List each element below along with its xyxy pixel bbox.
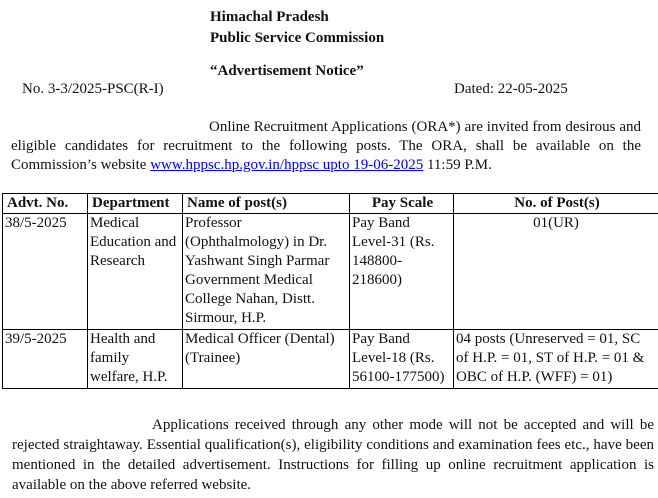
department-cell: Health and family welfare, H.P.	[88, 330, 183, 389]
table-header-row	[3, 194, 658, 214]
closing-paragraph	[12, 415, 654, 495]
header-num-posts: No. of Post(s)	[454, 194, 658, 214]
organization-name-line1: Himachal Pradesh	[210, 9, 329, 25]
date-line: Dated: 22-05-2025	[454, 81, 568, 97]
num-posts-cell: 04 posts (Unreserved = 01, SC of H.P. = 01, ST of H.P. = 01 & OBC of H.P. (WFF) = 01)	[454, 330, 658, 389]
header-advt-no: Advt. No.	[3, 194, 88, 214]
website-link[interactable]: www.hppsc.hp.gov.in/hppsc upto 19-06-2025	[150, 157, 424, 173]
organization-name-line2: Public Service Commission	[210, 30, 385, 46]
post-name-cell: Medical Officer (Dental) (Trainee)	[183, 330, 350, 389]
closing-text: Applications received through any other mode will not be accepted and will be rejected straightaway. Essential qualification(s), eligibility conditions and examination fees etc., have been mentioned in the detailed advertisement. Instructions for filling up online recruitment application is available on the above referred website.	[12, 417, 654, 493]
header-post-name: Name of post(s)	[183, 194, 350, 214]
intro-paragraph	[11, 118, 641, 175]
advt-no-cell: 38/5-2025	[3, 214, 88, 330]
notice-title: “Advertisement Notice”	[210, 63, 364, 79]
reference-number: No. 3-3/2025-PSC(R-I)	[22, 81, 164, 97]
post-name-cell: Professor (Ophthalmology) in Dr. Yashwant Singh Parmar Government Medical College Nahan, Distt. Sirmour, H.P.	[183, 214, 350, 330]
intro-text: Online Recruitment Applications (ORA*) are invited from desirous and eligible candidates for recruitment to the following posts. The ORA, shall be available on the Commission’s website	[11, 119, 641, 173]
department-cell: Medical Education and Research	[88, 214, 183, 330]
advt-no-cell: 39/5-2025	[3, 330, 88, 389]
header-department: Department	[88, 194, 183, 214]
pay-scale-cell: Pay Band Level-31 (Rs. 148800-218600)	[350, 214, 454, 330]
pay-scale-cell: Pay Band Level-18 (Rs. 56100-177500)	[350, 330, 454, 389]
intro-deadline-time: 11:59 P.M.	[423, 157, 492, 173]
table-row	[3, 214, 658, 330]
posts-table	[2, 193, 658, 389]
header-pay-scale: Pay Scale	[350, 194, 454, 214]
num-posts-cell: 01(UR)	[454, 214, 658, 330]
table-row	[3, 330, 658, 389]
